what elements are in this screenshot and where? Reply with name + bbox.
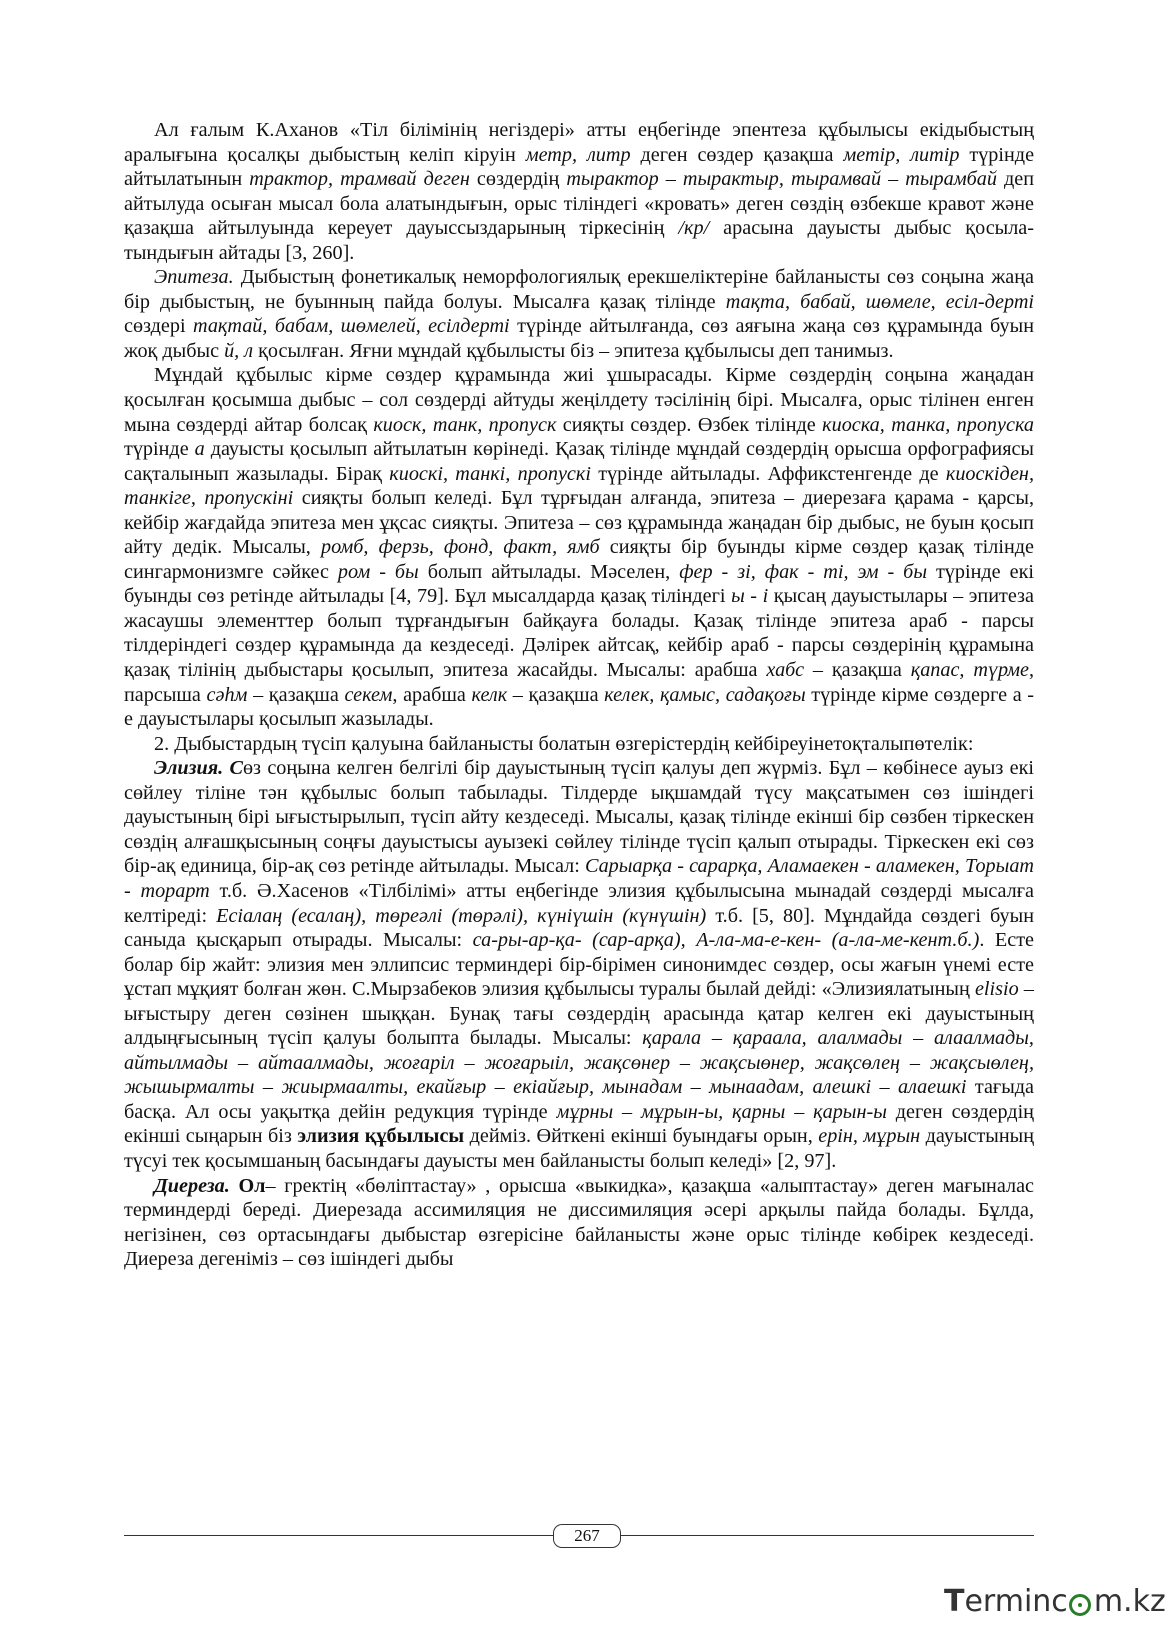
text-run: ы - і — [731, 585, 769, 608]
paragraph — [124, 363, 1034, 731]
logo-domain: m.kz — [1093, 1584, 1166, 1619]
text-run: түрінде екі буынды сөз ретінде айтылады [4, 79]. Бұл мысалдарда қазақ тіліндегі — [124, 560, 1034, 608]
text-run: болып айтылады. Мәселен, — [418, 560, 680, 583]
logo-o-icon — [1068, 1584, 1094, 1619]
text-run: й, л — [224, 339, 254, 362]
text-run: Ал ғалым К.Аханов «Тіл білімінің негіздері» атты еңбегінде эпентеза құбылысы екідыбыстың аралығына қосалқы дыбыстың келіп кіруін — [124, 119, 1034, 166]
text-run: , парсыша — [124, 659, 1034, 706]
text-run: деген сөздердің екінші сыңарын біз — [124, 1100, 1034, 1148]
text-run: ромб, ферзь, фонд, факт, ямб — [320, 536, 600, 559]
paragraph — [124, 265, 1034, 363]
text-run: Эпитеза. — [154, 266, 234, 289]
text-run: тақта, бабай, шөмеле, есіл-дерті — [725, 290, 1035, 313]
text-run: түрінде айтылатынын — [124, 143, 1035, 191]
paragraph — [124, 1174, 1034, 1272]
text-run: қарала – қараала, алалмады – алаалмады, айтылмады – айтаалмады, жоғаріл – жоғарыіл, жақсөнер – жақсыөнер, жақсөлең – жақсыөлең, жышырмалты – жиырмаалты, екайғыр – екіайғыр, мынадам – мынаадам, алешкі – алаешкі — [124, 1027, 1034, 1099]
text-run: т.б. Ә.Хасенов «Тілбілімі» атты еңбегінде элизия құбылысына мынадай сөздерді мысалға келтіреді: — [124, 879, 1034, 927]
text-run: секем — [344, 683, 393, 706]
text-body — [124, 118, 1034, 1272]
text-run: дауысты қосылып айтылатын көрінеді. Қазақ тілінде мұндай сөздердің орысша орфографиясы сақталынып жазылады. Бірақ — [124, 438, 1034, 485]
text-run: – қазақша — [507, 683, 605, 706]
text-run: метір, литір — [843, 143, 960, 166]
paragraph — [124, 118, 1034, 265]
text-run: Сарыарқа - сарарқа, Аламаекен - аламекен, Торыат - торарт — [124, 855, 1034, 902]
text-run: , арабша — [392, 683, 472, 706]
text-run: түрінде кірме сөздерге а - е дауыстылары қосылып жазылады. — [124, 683, 1035, 731]
text-run: келк — [471, 683, 508, 706]
text-run: Диереза. — [154, 1174, 239, 1197]
text-run: сөздердің — [469, 168, 567, 191]
text-run: келек, қамыс, садақоғы — [604, 683, 806, 706]
text-run: дауыстының түсуі тек қосымшаның басындағы дауысты мен байланысты болып келеді» [2, 97]. — [124, 1125, 1035, 1172]
text-run: дейміз. Өйткені екінші буындағы орын, — [464, 1125, 819, 1148]
text-run: т.б. [5, 80]. Мұндайда сөздегі буын саныда қысқарып отырады. Мысалы: — [124, 904, 1035, 952]
text-run: Ол — [238, 1174, 266, 1197]
text-run: деп айтылуда осыған мысал бола алатындығын, орыс тіліндегі «кровать» деген сөздің өзбекше кравот және қазақша айтылуында кереует дауыссыздарының тіркесінің — [124, 168, 1034, 240]
text-run: тақтай, бабам, шөмелей, есілдерті — [193, 315, 510, 338]
text-run: фер - зі, фак - ті, эм - бы — [679, 560, 928, 583]
text-run: киоскіден, танкіге, пропускіні — [124, 462, 1034, 510]
text-run: ром - бы — [337, 560, 419, 583]
text-run: трактор, трамвай деген — [249, 168, 470, 191]
text-run: түрінде айтылғанда, сөз аяғына жаңа сөз құрамында буын жоқ дыбыс — [124, 315, 1034, 362]
text-run: ерін, мұрын — [818, 1125, 921, 1148]
text-run: – ығыстыру деген сөзінен шыққан. Бунақ тағы сөздердің арасында қатар келген екі дауыстының алдыңғысының түсіп қалуы болыпта былады. Мысалы: — [124, 978, 1034, 1050]
text-run: /кр/ — [678, 217, 710, 240]
text-run: сияқты болып келеді. Бұл тұрғыдан алғанда, эпитеза – диерезаға қарама - қарсы, кейбір жағдайда эпитеза мен ұқсас сияқты. Эпитеза – сөз құрамында жаңадан бір дыбыс, не буын қосып айту дедік. Мысалы, — [124, 487, 1034, 559]
text-run: қосылған. Яғни мұндай құбылысты біз – эпитеза құбылысы деп танимыз. — [253, 339, 894, 362]
text-run: 2. Дыбыстардың түсіп қалуына байланысты болатын өзгерістердің кейбіреуінетоқталыпөтелік: — [154, 732, 974, 755]
text-run: элизия құбылысы — [297, 1125, 465, 1148]
text-run: түрінде айтылады. Аффикстенгенде де — [590, 462, 946, 485]
text-run: Элизия. С — [154, 757, 243, 780]
text-run: киоска, танка, пропуска — [822, 413, 1034, 436]
text-run: түрінде — [124, 438, 195, 461]
text-run: киоскі, танкі, пропускі — [389, 462, 591, 485]
logo-text: erminc — [964, 1584, 1068, 1619]
text-run: өз соңына келген белгілі бір дауыстының түсіп қалуы деп жүрміз. Бұл – көбінесе ауыз екі сөйлеу тіліне тән құбылыс болып табылады. Тілдерде ықшамдай түсу мақсатымен сөз ішіндегі дауыстының бірі ығыстырылып, түсіп айту кездеседі. Мысалы, қазақ тілінде екінші бір сөзбен тіркескен сөздің алғашқысының соңғы дауыстысы ауызекі сөйлеу тілінде түсіп қалып отырады. Тіркескен екі сөз бір-ақ единица, бір-ақ сөз ретінде айтылады. Мысал: — [124, 757, 1034, 878]
text-run: Есіалаң (есалаң), төреәлі (төрәлі), күніүшін (күнүшін) — [216, 904, 707, 927]
text-run: сияқты бір буынды кірме сөздер қазақ тілінде сингармонизмге сәйкес — [124, 536, 1034, 583]
text-run: хабс — [766, 659, 805, 682]
text-run: elisio — [974, 978, 1019, 1001]
text-run: са-ры-ар-қа- (сар-арқа), А-ла-ма-е-кен- (а-ла-ме-кент.б.) — [472, 929, 980, 952]
text-run: тағыда басқа. Ал осы уақытқа дейін редукция түрінде — [124, 1076, 1034, 1123]
site-logo — [944, 1584, 1166, 1630]
text-run: сияқты сөздер. Өзбек тілінде — [556, 413, 823, 436]
text-run: Дыбыстың фонетикалық неморфологиялық ерекшеліктеріне байланысты сөз соңына жаңа бір дыбыстың, не буынның пайда болуы. Мысалға қазақ тілінде — [124, 266, 1034, 313]
text-run: – гректің «бөліптастау» , орысша «выкидка», қазақша «алыптастау» деген мағыналас терминдерді береді. Диерезада ассимиляция не диссимиляция әсері арқылы пайда болады. Бұлда, негізінен, сөз ортасындағы дыбыстар өзгерісіне байланысты және орыс тілінде көбірек кездеседі. Диереза дегеніміз – сөз ішіндегі дыбы — [124, 1174, 1034, 1271]
text-run: метр, литр — [525, 143, 631, 166]
page-number: 267 — [553, 1524, 621, 1548]
text-run: . Есте болар бір жайт: элизия мен эллипсис терминдері бір-бірімен синонимдес сөздер, осы жағын үнемі есте ұстап мұқият болған жөн. С.Мырзабеков элизия құбылысы туралы былай дейді: «Элизиялатының — [124, 929, 1034, 1001]
text-run: қапас, түрме — [910, 659, 1029, 682]
paragraph — [124, 732, 1034, 757]
text-run: сөздері — [124, 315, 194, 338]
text-run: мұрны – мұрын-ы, қарны – қарын-ы — [556, 1100, 887, 1123]
text-run: арасына дауысты дыбыс қосылатындығын айтады [3, 260]. — [124, 217, 1034, 264]
paragraph — [124, 756, 1034, 1173]
text-run: тырактор – тырактыр, тырамвай – тырамбай — [566, 168, 997, 191]
text-run: қысаң дауыстылары – эпитеза жасаушы элементтер болып тұрғандығын байқауға болады. Қазақ тілінде эпитеза араб - парсы тілдеріндегі сөздер құрамында да кездеседі. Дәлірек айтсақ, кейбір араб - парсы сөздерінің құрамына қазақ тілінің дыбыстары қосылып, эпитеза жасайды. Мысалы: арабша — [124, 585, 1034, 682]
text-run: – қазақша — [804, 659, 911, 682]
text-run: киоск, танк, пропуск — [373, 413, 557, 436]
text-run: а — [194, 438, 205, 461]
text-run: – қазақша — [247, 683, 345, 706]
text-run: деген сөздер қазақша — [630, 143, 844, 166]
logo-letter: T — [944, 1584, 965, 1619]
text-run: Мұндай құбылыс кірме сөздер құрамында жиі ұшырасады. Кірме сөздердің соңына жаңадан қосылған қосымша дыбыс – сол сөздерді айтуды жеңілдету тәсілінің бірі. Мысалға, орыс тілінен енген мына сөздерді айтар болсақ — [124, 364, 1034, 436]
text-run: сәһм — [206, 683, 248, 706]
